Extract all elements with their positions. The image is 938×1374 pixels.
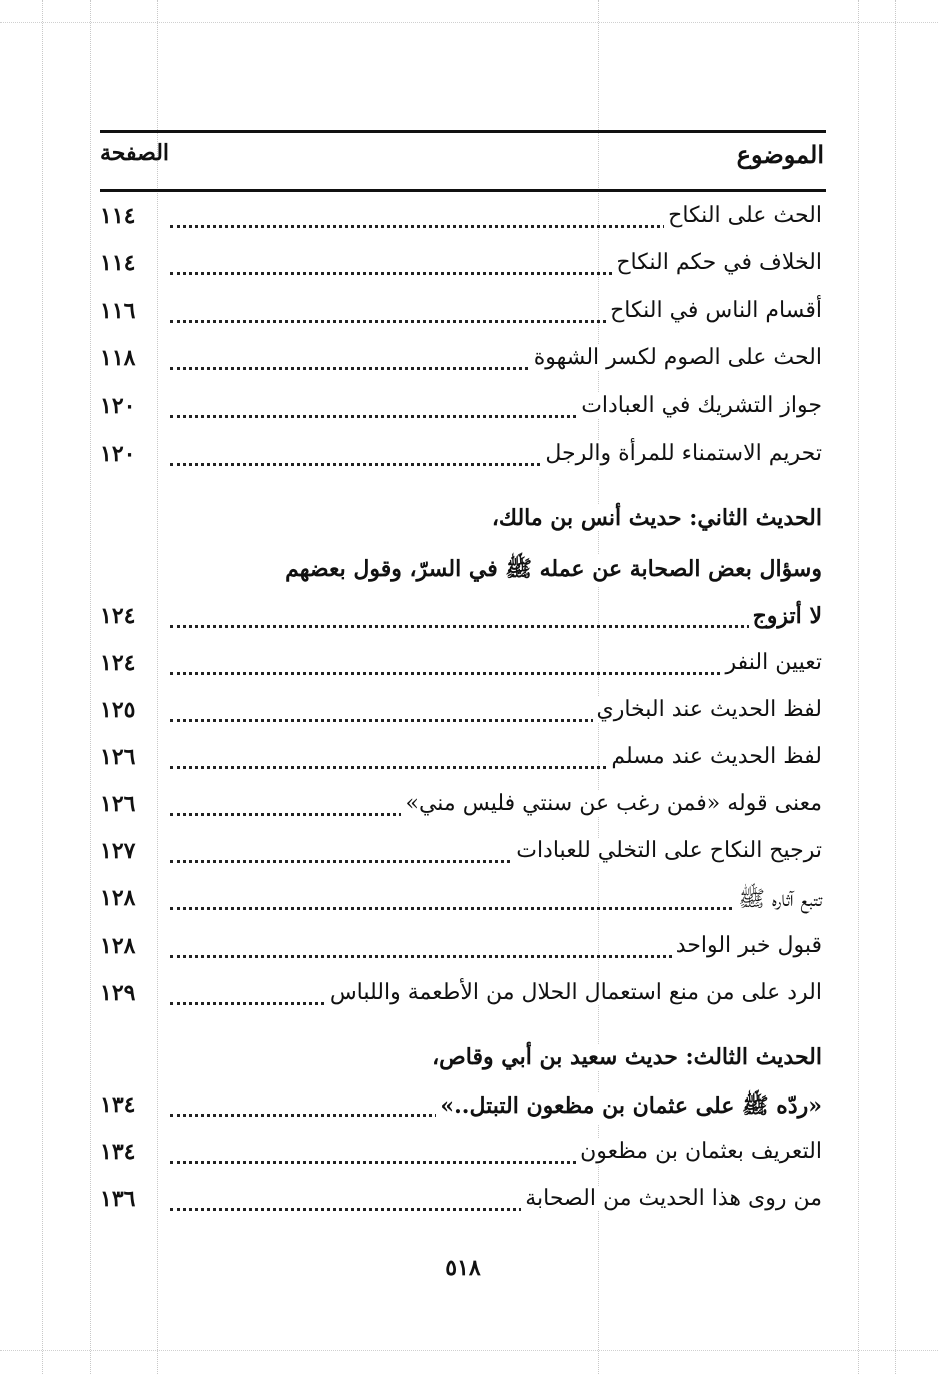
toc-entry-title: الحث على الصوم لكسر الشهوة [530, 345, 822, 370]
toc-entry-page-number: ١٢٤ [100, 603, 136, 629]
toc-entry [100, 298, 826, 338]
toc-entry [100, 505, 826, 545]
toc-entry-title: قبول خبر الواحد [672, 933, 822, 958]
toc-entry [100, 393, 826, 433]
scan-guide-line [858, 0, 859, 1374]
toc-entry [100, 441, 826, 481]
toc-entry-title: الحديث الثالث: حديث سعيد بن أبي وقاص، [428, 1044, 822, 1070]
toc-entry-page-number: ١٣٦ [100, 1186, 136, 1212]
toc-entry-page-number: ١٣٤ [100, 1092, 136, 1118]
toc-entry-title: وسؤال بعض الصحابة عن عمله ﷺ في السرّ، وقول بعضهم [281, 555, 822, 587]
toc-entry [100, 933, 826, 973]
toc-entry-title: تعيين النفر [722, 650, 822, 675]
toc-entry-title: معنى قوله «فمن رغب عن سنتي فليس مني» [401, 791, 822, 816]
toc-header [100, 140, 826, 184]
toc-entry-title: جواز التشريك في العبادات [577, 393, 822, 418]
toc-entry-page-number: ١٢٦ [100, 791, 136, 817]
toc-entry [100, 791, 826, 831]
scan-guide-line [895, 0, 896, 1374]
toc-entry-title: لفظ الحديث عند البخاري [593, 697, 823, 722]
toc-entry [100, 555, 826, 595]
toc-entry-page-number: ١٢٨ [100, 885, 136, 911]
scan-guide-line [42, 0, 43, 1374]
toc-entry-title: تحريم الاستمناء للمرأة والرجل [541, 441, 822, 466]
toc-entry [100, 1044, 826, 1084]
toc-entry [100, 345, 826, 385]
dot-leader [170, 907, 816, 910]
dot-leader [170, 625, 816, 628]
toc-entry [100, 744, 826, 784]
toc-entry [100, 650, 826, 690]
table-of-contents-page [100, 0, 826, 1374]
toc-entry-page-number: ١١٨ [100, 345, 136, 371]
toc-entry-title: لفظ الحديث عند مسلم [607, 744, 822, 769]
topic-column-label: الموضوع [736, 140, 824, 169]
top-rule [100, 130, 826, 133]
toc-entry [100, 1092, 826, 1132]
toc-entry [100, 838, 826, 878]
toc-entry-title: تتبع آثاره ﷺ [734, 885, 822, 917]
toc-entry-title: الحديث الثاني: حديث أنس بن مالك، [488, 505, 822, 531]
toc-entry-page-number: ١٣٤ [100, 1139, 136, 1165]
toc-entry-title: الخلاف في حكم النكاح [612, 250, 822, 275]
toc-entry-page-number: ١١٦ [100, 298, 136, 324]
toc-entry-title: «ردّه ﷺ على عثمان بن مظعون التبتل..» [436, 1092, 822, 1124]
toc-entry-title: التعريف بعثمان بن مظعون [576, 1139, 822, 1164]
toc-entry-page-number: ١١٤ [100, 203, 136, 229]
dot-leader [170, 672, 816, 675]
toc-entry-title: لا أتزوج [749, 603, 822, 629]
page-number: ٥١٨ [445, 1255, 481, 1281]
toc-entry-title: ترجيح النكاح على التخلي للعبادات [512, 838, 822, 863]
toc-entry-page-number: ١٢٥ [100, 697, 136, 723]
toc-entry-page-number: ١٢٤ [100, 650, 136, 676]
toc-entry [100, 1186, 826, 1226]
toc-entry [100, 603, 826, 643]
header-rule [100, 189, 826, 192]
scan-guide-line [90, 0, 91, 1374]
toc-entry-title: الرد على من منع استعمال الحلال من الأطعمة واللباس [326, 980, 822, 1005]
toc-entry-title: من روى هذا الحديث من الصحابة [521, 1186, 822, 1211]
toc-entry-page-number: ١٢٩ [100, 980, 136, 1006]
toc-entry-title: أقسام الناس في النكاح [606, 298, 822, 323]
toc-entry [100, 203, 826, 243]
toc-entry [100, 697, 826, 737]
toc-entry-page-number: ١٢٦ [100, 744, 136, 770]
page-column-label: الصفحة [100, 140, 170, 166]
toc-entry [100, 1139, 826, 1179]
toc-entry-title: الحث على النكاح [664, 203, 822, 228]
toc-entry [100, 250, 826, 290]
toc-entry-page-number: ١٢٠ [100, 441, 136, 467]
toc-entry-page-number: ١١٤ [100, 250, 136, 276]
toc-entry-page-number: ١٢٨ [100, 933, 136, 959]
toc-entry [100, 885, 826, 925]
toc-entry [100, 980, 826, 1020]
toc-entry-page-number: ١٢٠ [100, 393, 136, 419]
toc-entry-page-number: ١٢٧ [100, 838, 136, 864]
